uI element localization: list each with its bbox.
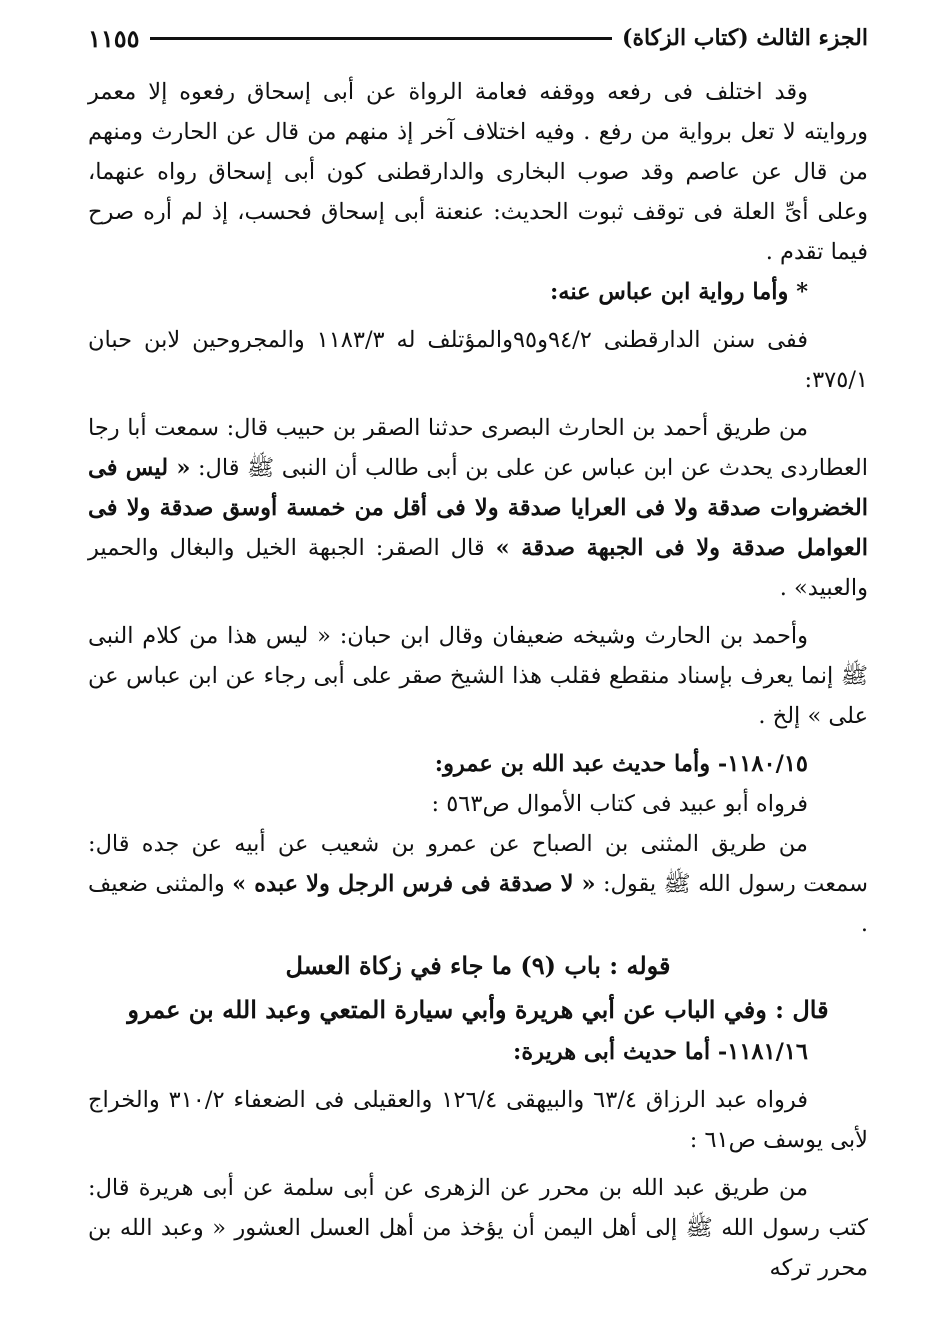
- page-number: ١١٥٥: [88, 23, 140, 53]
- paragraph-4: وأحمد بن الحارث وشيخه ضعيفان وقال ابن حبان: « ليس هذا من كلام النبى ﷺ إنما يعرف بإسناد منقطع فقلب هذا الشيخ صقر على أبى رجاء عن ابن عباس عن على » إلخ .: [88, 623, 868, 729]
- paragraph-3-text-a: من طريق أحمد بن الحارث البصرى حدثنا الصقر بن حبيب قال: سمعت أبا رجا العطاردى يحدث عن ابن عباس عن على بن أبى طالب أن النبى ﷺ قال:: [88, 415, 868, 481]
- paragraph-8: من طريق عبد الله بن محرر عن الزهرى عن أبى سلمة عن أبى هريرة قال: كتب رسول الله ﷺ إلى أهل اليمن أن يؤخذ من أهل العسل العشور « وعبد الله بن محرر تركه: [88, 1175, 868, 1281]
- paragraph-7: فرواه عبد الرزاق ٦٣/٤ والبيهقى ١٢٦/٤ والعقيلى فى الضعفاء ٣١٠/٢ والخراج لأبى يوسف ص٦١ :: [88, 1087, 868, 1153]
- book-page: [88, 18, 868, 1308]
- paragraph-3-text-b: قال الصقر: الجبهة الخيل والبغال والحمير والعبيد» .: [88, 535, 868, 601]
- paragraph-6-text-a: من طريق المثنى بن الصباح عن عمرو بن شعيب عن أبيه عن جده قال: سمعت رسول الله ﷺ يقول:: [88, 831, 868, 897]
- page-body: [88, 72, 868, 1288]
- chapter-subheading: قال : وفي الباب عن أبي هريرة وأبي سيارة المتعي وعبد الله بن عمرو: [127, 995, 829, 1024]
- paragraph-5: فرواه أبو عبيد فى كتاب الأموال ص٥٦٣ :: [431, 791, 808, 817]
- subheading-ibn-abbas: * وأما رواية ابن عباس عنه:: [549, 279, 808, 305]
- chapter-heading: قوله : باب (٩) ما جاء في زكاة العسل: [285, 951, 671, 980]
- subheading-abu-hurayra: ١١٨١/١٦- أما حديث أبى هريرة:: [513, 1039, 808, 1065]
- header-title: الجزء الثالث (كتاب الزكاة): [622, 25, 868, 51]
- paragraph-3: [88, 408, 868, 608]
- subheading-abdullah-ibn-amr: ١١٨٠/١٥- وأما حديث عبد الله بن عمرو:: [434, 751, 808, 777]
- paragraph-3-hadith-quote: « ليس فى الخضروات صدقة ولا فى العرايا صدقة ولا فى أقل من خمسة أوسق صدقة ولا فى العوامل صدقة ولا فى الجبهة صدقة »: [88, 455, 868, 561]
- paragraph-2: ففى سنن الدارقطنى ٩٤/٢و٩٥والمؤتلف له ١١٨٣/٣ والمجروحين لابن حبان ٣٧٥/١:: [88, 327, 868, 393]
- paragraph-6-hadith-quote: « لا صدقة فى فرس الرجل ولا عبده »: [232, 871, 596, 897]
- header-rule: [150, 37, 612, 40]
- paragraph-1: وقد اختلف فى رفعه ووقفه فعامة الرواة عن أبى إسحاق رفعوه إلا معمر وروايته لا تعل برواية من رفع . وفيه اختلاف آخر إذ منهم من قال عن الحارث ومنهم من قال عن عاصم وقد صوب البخارى والدارقطنى كون أبى إسحاق رواه عنهما، وعلى أىِّ العلة فى توقف ثبوت الحديث: عنعنة أبى إسحاق فحسب، إذ لم أره صرح فيما تقدم .: [88, 79, 868, 265]
- paragraph-6: [88, 824, 868, 944]
- running-header: [88, 18, 868, 58]
- paragraph-6-text-b: والمثنى ضعيف .: [88, 871, 868, 937]
